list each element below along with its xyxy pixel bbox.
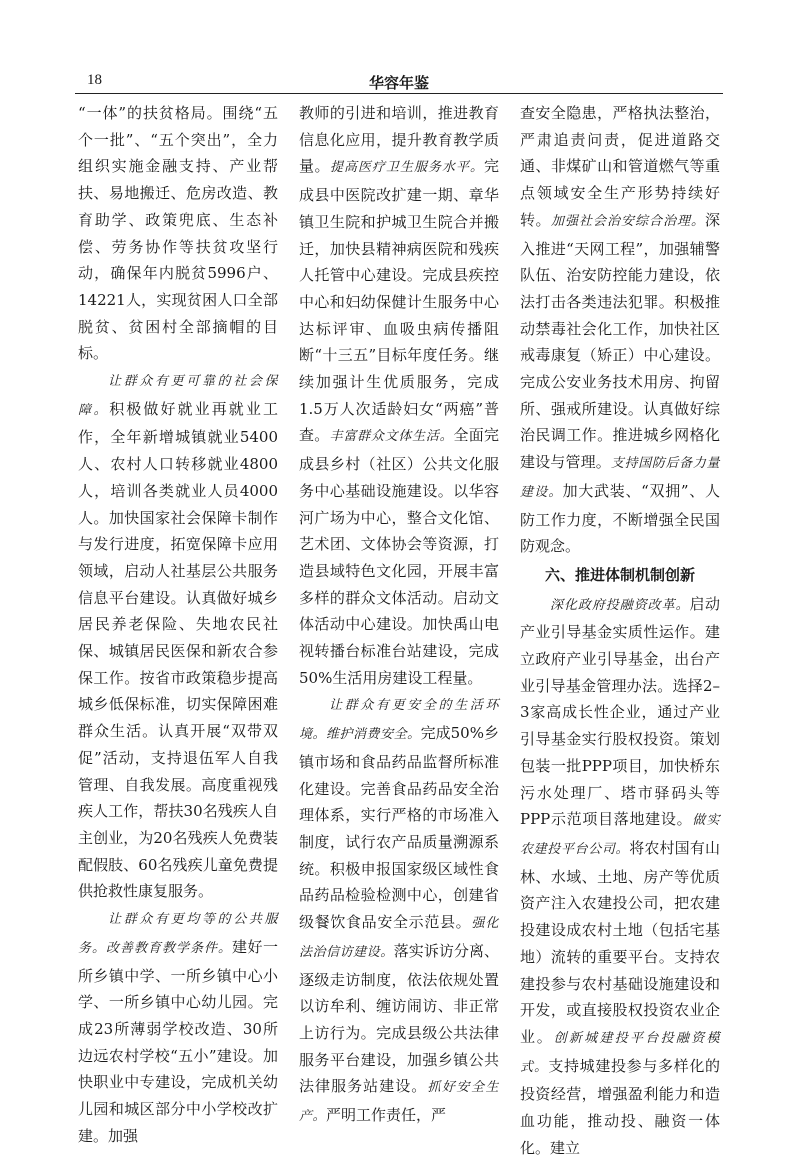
column-2 [299,100,499,1131]
paragraph [299,100,499,691]
paragraph-text: 严明工作责任，严 [326,1106,447,1125]
subheading: 提高医疗卫生服务水平。 [330,160,484,176]
column-3 [520,100,720,1161]
subheading: 让群众有更可靠的社会保障。 [78,374,278,418]
paragraph-text: 将农村国有山林、水域、土地、房产等优质资产注入农建投公司，把农建投建设成农村土地（包括宅基地）流转的重要平台。支持农建投参与农村基础设施建设和开发，或直接股权投资农业企业。 [520,838,720,1046]
paragraph-text: 查安全隐患，严格执法整治，严肃追责问责，促进道路交通、非煤矿山和管道燃气等重点领域安全生产形势持续好转。 [520,104,720,229]
running-title: 华容年鉴 [368,74,429,92]
paragraph [299,691,499,1130]
subheading: 加强社会治安综合治理。 [551,213,705,229]
paragraph [78,905,278,1149]
paragraph [520,100,720,560]
paragraph-text: 加大武装、“双拥”、人防工作力度，不断增强全民国防观念。 [520,481,720,556]
subheading: 丰富群众文体生活。 [329,429,454,445]
subheading: 深化政府投融资改革。 [550,597,690,613]
subheading: 支持国防后备力量建设。 [520,456,720,500]
paragraph-text: 建好一所乡镇中学、一所乡镇中心小学、一所乡镇中心幼儿园。完成23所薄弱学校改造、30所边远农村学校“五小”建设。加快职业中专建设，完成机关幼儿园和城区部分中小学校改扩建。加强 [78,937,278,1145]
paragraph [520,591,720,1161]
paragraph [78,367,278,905]
paragraph-text: 完成县中医院改扩建一期、章华镇卫生院和护城卫生院合并搬迁，加快县精神病医院和残疾人托管中心建设。完成县疾控中心和妇幼保健计生服务中心达标评审、血吸虫病传播阻断“十三五”目标年度任务。继续加强计生优质服务，完成1.5万人次适龄妇女“两癌”普查。 [299,157,499,445]
subheading: 做实农建投平台公司。 [520,813,720,857]
paragraph-text: 启动产业引导基金实质性运作。建立政府产业引导基金，出台产业引导基金管理办法。选择2–3家高成长性企业，通过产业引导基金实行股权投资。策划包装一批PPP项目，加快桥东污水处理厂、塔市驿码头等PPP示范项目落地建设。 [520,594,720,829]
section-heading: 六、推进体制机制创新 [544,565,695,584]
subheading: 强化法治信访建设。 [299,916,499,960]
page-number: 18 [87,72,102,88]
running-header [75,72,723,94]
paragraph-text: 教师的引进和培训，推进教育信息化应用，提升教育教学质量。 [299,104,499,176]
subheading: 让群众有更安全的生活环境。维护消费安全。 [299,698,499,743]
subheading: 创新城建投平台投融资模式。 [520,1030,720,1075]
subheading: 让群众有更均等的公共服务。改善教育教学条件。 [78,912,278,956]
paragraph: “一体”的扶贫格局。围绕“五个一批”、“五个突出”，全力组织实施金融支持、产业帮扶、易地搬迁、危房改造、教育助学、政策兜底、生态补偿、劳务协作等扶贫攻坚行动，确保年内脱贫5996户、14221人，实现贫困人口全部脱贫、贫困村全部摘帽的目标。 [78,104,278,363]
subheading: 抓好安全生产。 [299,1080,499,1125]
paragraph-text: 支持城建投参与多样化的投资经营，增强盈利能力和造血功能，推动投、融资一体化。建立 [520,1056,720,1157]
header-rule [75,93,723,94]
column-1 [78,100,278,1149]
paragraph-text: 完成50%乡镇市场和食品药品监督所标准化建设。完善食品药品安全治理体系，实行严格的市场准入制度，试行农产品质量溯源系统。积极申报国家级区域性食品药品检验检测中心，创建省级餐饮食品安全示范县。 [299,724,499,932]
paragraph-text: 全面完成县乡村（社区）公共文化服务中心基础设施建设。以华容河广场为中心，整合文化馆、艺术团、文体协会等资源，打造县域特色文化园，开展丰富多样的群众文体活动。启动文体活动中心建设。加快禹山电视转播台标准台站建设，完成50%生活用房建设工程量。 [299,426,499,687]
paragraph-text: 积极做好就业再就业工作，全年新增城镇就业5400人、农村人口转移就业4800人，培训各类就业人员4000人。加快国家社会保障卡制作与发行进度，拓宽保障卡应用领域，启动人社基层公共服务信息平台建设。认真做好城乡居民养老保险、失地农民社保、城镇居民医保和新农合参保工作。按省市政策稳步提高城乡低保标准，切实保障困难群众生活。认真开展“双带双促”活动，支持退伍军人自我管理、自我发展。高度重视残疾人工作，帮扶30名残疾人自主创业，为20名残疾人免费装配假肢、60名残疾儿童免费提供抢救性康复服务。 [78,399,278,901]
paragraph-text: 落实诉访分离、逐级走访制度，依法依规处置以访牟利、缠访闹访、非正常上访行为。完成县级公共法律服务平台建设，加强乡镇公共法律服务站建设。 [299,941,499,1096]
paragraph-text: 深入推进“天网工程”，加强辅警队伍、治安防控能力建设，依法打击各类违法犯罪。积极推动禁毒社会化工作，加快社区戒毒康复（矫正）中心建设。完成公安业务技术用房、拘留所、强戒所建设。认真做好综治民调工作。推进城乡网格化建设与管理。 [520,210,720,472]
